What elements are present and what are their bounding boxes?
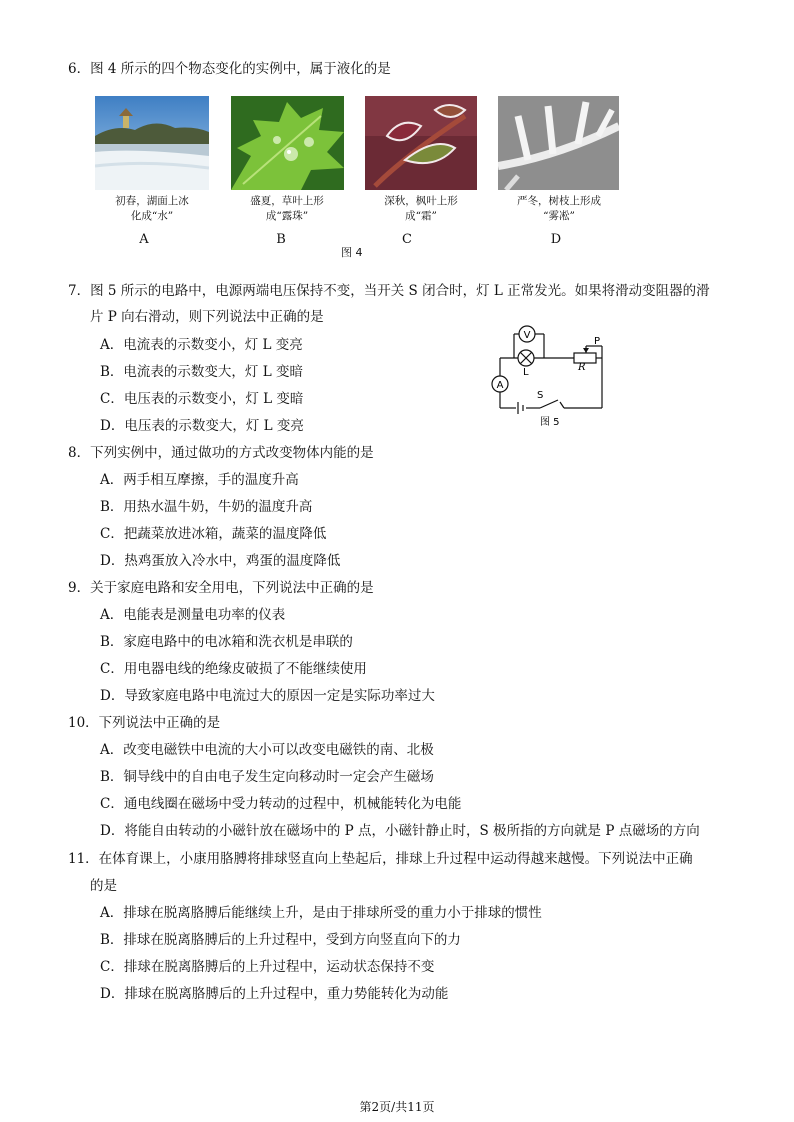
- q11-stem-line1: 11．在体育课上，小康用胳膊将排球竖直向上垫起后，排球上升过程中运动得越来越慢。下列说法中正确: [68, 851, 693, 867]
- q7-option-c: C．电压表的示数变小，灯 L 变暗: [100, 391, 304, 407]
- caption-b: 盛夏，草叶上形 成“露珠”: [250, 195, 324, 222]
- caption-c: 深秋，枫叶上形 成“霜”: [384, 195, 458, 222]
- q7-stem-line2: 片 P 向右滑动，则下列说法中正确的是: [90, 309, 324, 325]
- q7-stem-line1: 7．图 5 所示的电路中，电源两端电压保持不变，当开关 S 闭合时，灯 L 正常发光。如果将滑动变阻器的滑: [68, 283, 710, 299]
- q8-option-d: D．热鸡蛋放入冷水中，鸡蛋的温度降低: [100, 553, 341, 569]
- q10-option-d: D．将能自由转动的小磁针放在磁场中的 P 点，小磁针静止时，S 极所指的方向就是 P 点磁场的方向: [100, 823, 700, 839]
- ammeter-symbol: A: [496, 380, 504, 391]
- q7-option-b: B．电流表的示数变大，灯 L 变暗: [100, 364, 303, 380]
- q11-option-d: D．排球在脱离胳膊后的上升过程中，重力势能转化为动能: [100, 986, 449, 1002]
- q9-option-c: C．用电器电线的绝缘皮破损了不能继续使用: [100, 661, 367, 677]
- q11-option-a: A．排球在脱离胳膊后能继续上升，是由于排球所受的重力小于排球的惯性: [100, 905, 542, 921]
- caption-d: 严冬，树枝上形成 “雾凇”: [517, 195, 601, 222]
- q9-option-d: D．导致家庭电路中电流过大的原因一定是实际功率过大: [100, 688, 435, 704]
- q10-option-c: C．通电线圈在磁场中受力转动的过程中，机械能转化为电能: [100, 796, 462, 812]
- photo-b-dew-leaf: [231, 96, 344, 190]
- q8-option-b: B．用热水温牛奶，牛奶的温度升高: [100, 499, 313, 515]
- q8-option-a: A．两手相互摩擦，手的温度升高: [100, 472, 299, 488]
- q11-stem-line2: 的是: [90, 878, 117, 894]
- letter-c: C: [402, 232, 412, 247]
- q6-stem: 6．图 4 所示的四个物态变化的实例中，属于液化的是: [68, 61, 391, 77]
- caption-a: 初春，湖面上冰 化成“水”: [115, 195, 189, 222]
- q9-stem: 9．关于家庭电路和安全用电，下列说法中正确的是: [68, 580, 374, 596]
- switch-label: S: [537, 390, 544, 401]
- rheostat-label: R: [578, 362, 586, 373]
- slider-label: P: [594, 336, 601, 347]
- photo-d-rime-branch: [498, 96, 619, 190]
- q10-option-b: B．铜导线中的自由电子发生定向移动时一定会产生磁场: [100, 769, 434, 785]
- photo-c-frost-leaf: [365, 96, 477, 190]
- q7-option-d: D．电压表的示数变大，灯 L 变亮: [100, 418, 304, 434]
- voltmeter-symbol: V: [523, 330, 531, 341]
- q9-option-a: A．电能表是测量电功率的仪表: [100, 607, 286, 623]
- photo-a-lake-thaw: [95, 96, 209, 190]
- page-number-footer: 第2页/共11页: [359, 1100, 435, 1114]
- q7-option-a: A．电流表的示数变小，灯 L 变亮: [100, 337, 303, 353]
- circuit-diagram-figure-5: [490, 318, 608, 430]
- q10-option-a: A．改变电磁铁中电流的大小可以改变电磁铁的南、北极: [100, 742, 434, 758]
- q11-option-c: C．排球在脱离胳膊后的上升过程中，运动状态保持不变: [100, 959, 435, 975]
- letter-d: D: [550, 232, 562, 247]
- letter-a: A: [139, 232, 149, 247]
- q8-option-c: C．把蔬菜放进冰箱，蔬菜的温度降低: [100, 526, 327, 542]
- q8-stem: 8．下列实例中，通过做功的方式改变物体内能的是: [68, 445, 374, 461]
- lamp-label: L: [523, 367, 529, 378]
- figure-4-label: 图 4: [341, 246, 363, 259]
- q10-stem: 10．下列说法中正确的是: [68, 715, 221, 731]
- letter-b: B: [276, 232, 286, 247]
- figure-5-label: 图 5: [540, 417, 560, 428]
- q9-option-b: B．家庭电路中的电冰箱和洗衣机是串联的: [100, 634, 353, 650]
- q11-option-b: B．排球在脱离胳膊后的上升过程中，受到方向竖直向下的力: [100, 932, 461, 948]
